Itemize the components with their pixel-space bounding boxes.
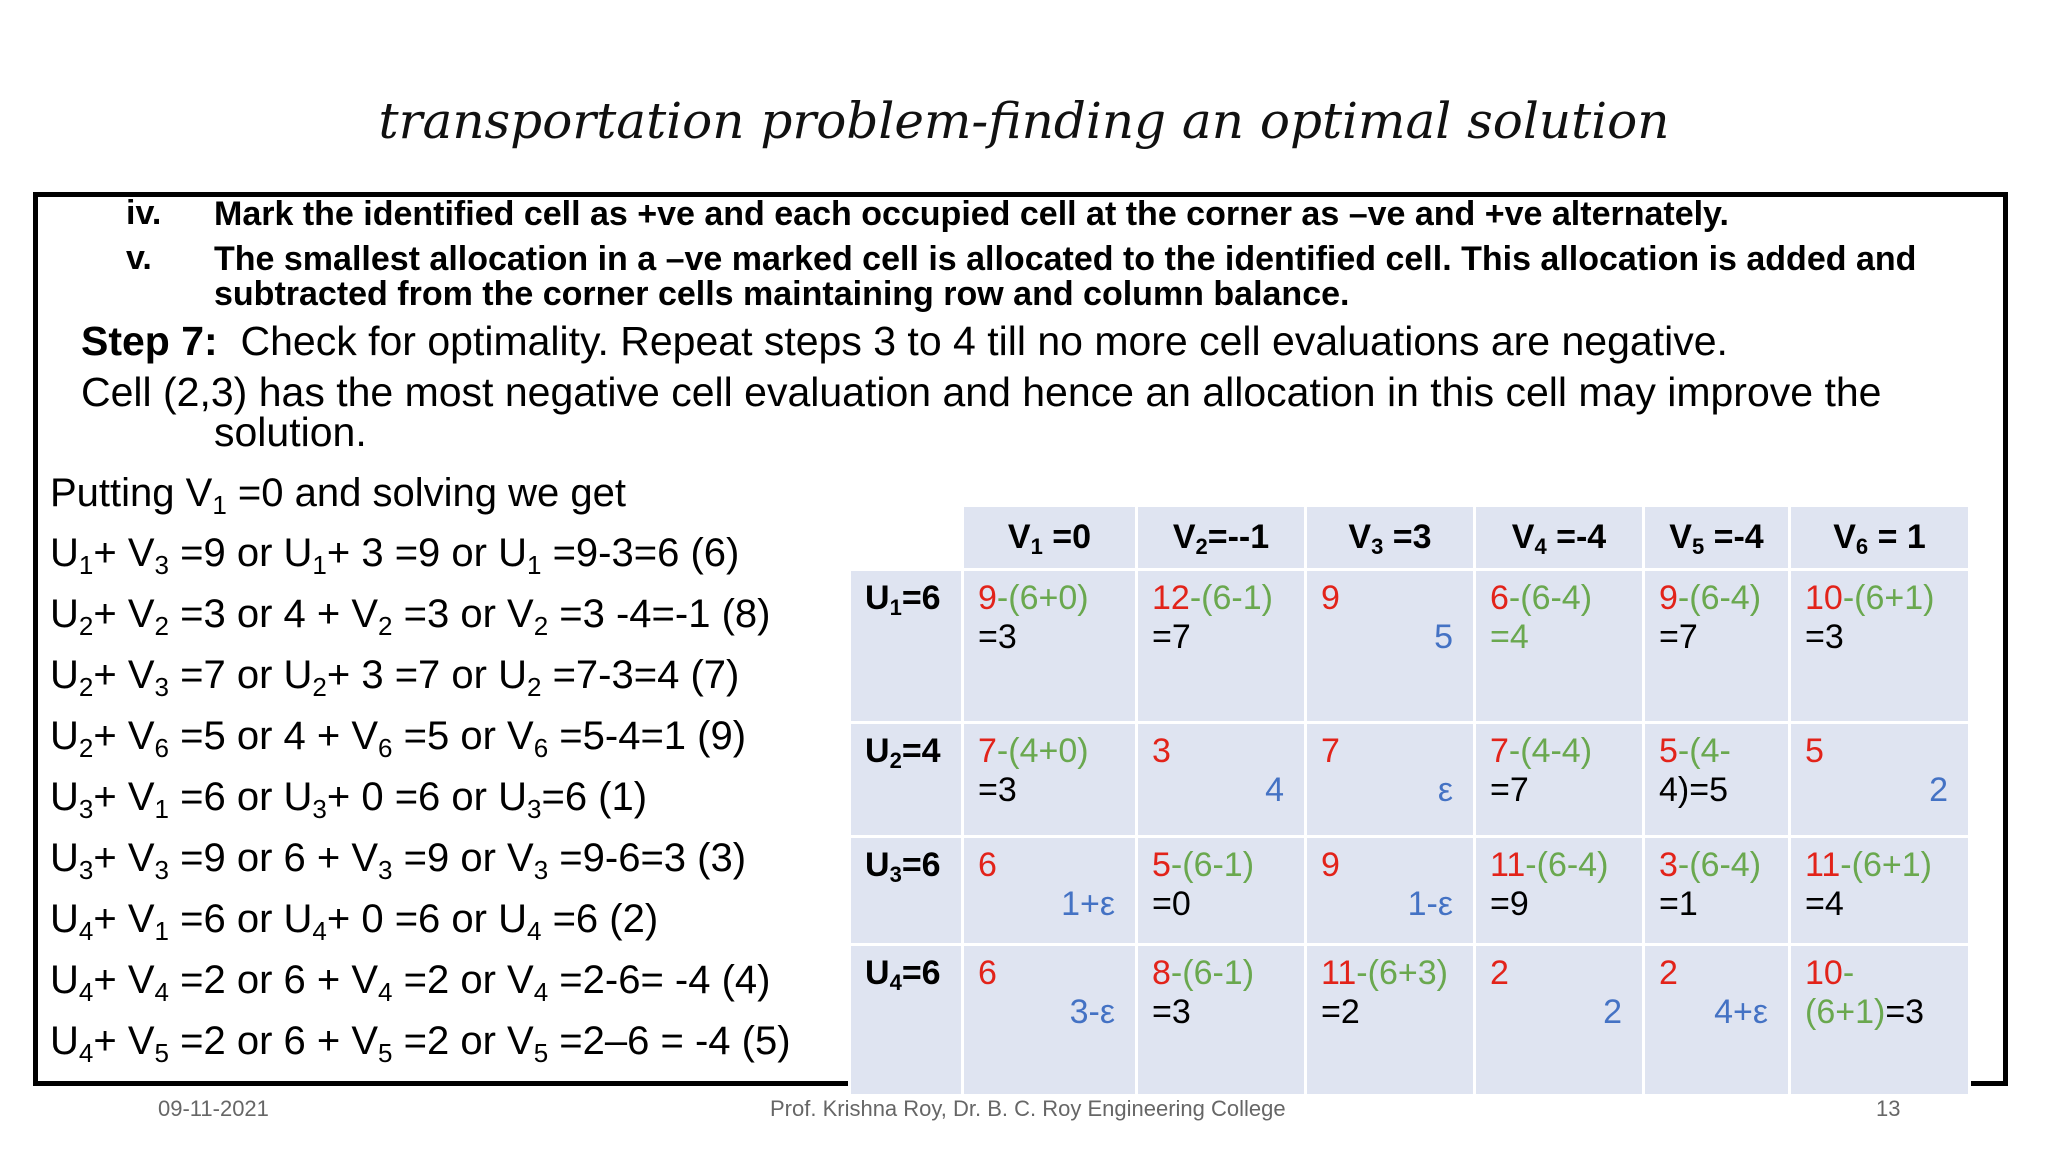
cell-allocation: 3-ε xyxy=(1069,993,1115,1031)
cell-result: =0 xyxy=(1152,885,1191,923)
row-header-u3: $U_3=6$ xyxy=(850,837,963,945)
transportation-table xyxy=(848,504,1971,1097)
cell-result: =7 xyxy=(1490,771,1529,809)
table-row xyxy=(850,570,1970,723)
table-cell xyxy=(963,570,1137,723)
cell-result: =1 xyxy=(1659,885,1698,923)
row-header-u4: $U_4=6$ xyxy=(850,945,963,1096)
cell-cost: 8 xyxy=(1152,954,1171,992)
table-row xyxy=(850,723,1970,837)
table-cell xyxy=(1306,837,1475,945)
putting-line: Putting $V_1 =0$ and solving we get xyxy=(50,471,626,520)
cell-cost: 7 xyxy=(978,732,997,770)
equation-line: $U_3+ V_3 =9$ or $6 + V_3 =9$ or $V_3 =9-6=3$ (3) xyxy=(50,836,747,885)
table-cell xyxy=(1790,723,1970,837)
table-row xyxy=(850,837,1970,945)
cell-calc: - xyxy=(1842,954,1855,992)
footer-author: Prof. Krishna Roy, Dr. B. C. Roy Engineering College xyxy=(770,1096,1286,1121)
cell-cost: 3 xyxy=(1152,732,1171,770)
col-header-v4: $V_4 =-4$ xyxy=(1475,506,1644,570)
cell-allocation: 5 xyxy=(1434,618,1453,656)
cell-calc: -(6+1) xyxy=(1840,846,1932,884)
cell-cost: 7 xyxy=(1321,732,1340,770)
cell-result: =3 xyxy=(978,618,1017,656)
col-header-v1: $V_1 =0$ xyxy=(963,506,1137,570)
equation-line: $U_4+ V_4 =2$ or $6 + V_4 =2$ or $V_4 =2-6= -4$ (4) xyxy=(50,958,771,1007)
equation-line: $U_1+ V_3 =9$ or $U_1+ 3 =9$ or $U_1 =9-3=6$ (6) xyxy=(50,531,740,580)
table-row xyxy=(850,945,1970,1096)
table-cell xyxy=(1790,570,1970,723)
cell-allocation: 1-ε xyxy=(1407,885,1453,923)
row-header-u1: $U_1=6$ xyxy=(850,570,963,723)
table-cell xyxy=(1475,723,1644,837)
table-cell xyxy=(1306,723,1475,837)
cell-calc: -(4-4) xyxy=(1508,732,1593,770)
cell-calc: -(6-4) xyxy=(1677,846,1762,884)
cell-note-line1: Cell (2,3) has the most negative cell evaluation and hence an allocation in this cell may improve the xyxy=(81,369,1882,415)
table-cell xyxy=(1137,723,1306,837)
cell-cost: 7 xyxy=(1490,732,1509,770)
step7-label: Step 7: xyxy=(81,318,218,364)
cell-allocation: 1+ε xyxy=(1061,885,1115,923)
cell-result: =3 xyxy=(1152,993,1191,1031)
cell-result: =2 xyxy=(1321,993,1360,1031)
cell-calc: -(6+1) xyxy=(1842,579,1935,617)
table-header-row xyxy=(850,506,1970,570)
cell-cost: 6 xyxy=(1490,579,1509,617)
cell-cost: 3 xyxy=(1659,846,1678,884)
table-cell xyxy=(963,723,1137,837)
cell-allocation: 4 xyxy=(1265,771,1284,809)
cell-cost: 9 xyxy=(1321,846,1340,884)
bullet-v-text-line1: The smallest allocation in a –ve marked cell is allocated to the identified cell. This allocation is added and xyxy=(214,240,1917,278)
table-corner xyxy=(850,506,963,570)
cell-result: =3 xyxy=(978,771,1017,809)
bullet-iv-number: iv. xyxy=(126,194,162,232)
cell-calc: -(6-1) xyxy=(1170,846,1255,884)
footer-date: 09-11-2021 xyxy=(158,1096,269,1121)
cell-allocation: 4+ε xyxy=(1714,993,1768,1031)
cell-cost: 2 xyxy=(1490,954,1509,992)
cell-calc: -(6-1) xyxy=(1170,954,1255,992)
cell-calc-cont: (6+1) xyxy=(1805,993,1886,1031)
table-cell xyxy=(1644,723,1790,837)
table-cell xyxy=(963,945,1137,1096)
cell-calc: -(4+0) xyxy=(996,732,1089,770)
table-cell xyxy=(1475,945,1644,1096)
cell-calc: -(6+0) xyxy=(996,579,1089,617)
equation-line: $U_2+ V_6 =5$ or $4 + V_6 =5$ or $V_6 =5-4=1$ (9) xyxy=(50,714,747,763)
table-cell xyxy=(1137,837,1306,945)
cell-calc: -(6+3) xyxy=(1356,954,1448,992)
cell-allocation: 2 xyxy=(1603,993,1622,1031)
cell-result: 4)=5 xyxy=(1659,771,1728,809)
cell-cost: 9 xyxy=(978,579,997,617)
bullet-v-text-line2: subtracted from the corner cells maintaining row and column balance. xyxy=(214,275,1350,313)
cell-cost: 6 xyxy=(978,954,997,992)
equation-line: $U_2+ V_3 =7$ or $U_2+ 3 =7$ or $U_2 =7-3=4$ (7) xyxy=(50,653,740,702)
cell-allocation: 2 xyxy=(1929,771,1948,809)
cell-calc: -(6-4) xyxy=(1525,846,1609,884)
table-cell xyxy=(1790,837,1970,945)
cell-result: =3 xyxy=(1805,618,1844,656)
cell-calc: -(6-1) xyxy=(1189,579,1273,617)
cell-cost: 2 xyxy=(1659,954,1678,992)
table-cell xyxy=(1306,945,1475,1096)
table-cell xyxy=(1137,945,1306,1096)
cell-cost: 10 xyxy=(1805,954,1843,992)
cell-cost: 11 xyxy=(1321,954,1357,992)
table-cell xyxy=(963,837,1137,945)
cell-cost: 12 xyxy=(1152,579,1190,617)
step7-text: Check for optimality. Repeat steps 3 to 4 till no more cell evaluations are negative. xyxy=(240,318,1728,364)
equation-line: $U_3+ V_1 =6$ or $U_3+ 0 =6$ or $U_3=6$ (1) xyxy=(50,775,648,824)
col-header-v5: $V_5 =-4$ xyxy=(1644,506,1790,570)
slide-title: transportation problem-finding an optimal solution xyxy=(378,92,1670,150)
cell-cost: 11 xyxy=(1490,846,1526,884)
cell-calc: -(6-4) xyxy=(1508,579,1593,617)
cell-result: =7 xyxy=(1152,618,1191,656)
col-header-v3: $V_3 =3$ xyxy=(1306,506,1475,570)
cell-cost: 11 xyxy=(1805,846,1841,884)
equation-line: $U_4+ V_1 =6$ or $U_4+ 0 =6$ or $U_4 =6$ (2) xyxy=(50,897,659,946)
cell-cost: 5 xyxy=(1805,732,1824,770)
cell-result: =7 xyxy=(1659,618,1698,656)
cell-cost: 5 xyxy=(1152,846,1171,884)
col-header-v2: $V_2=--1$ xyxy=(1137,506,1306,570)
equation-line: $U_4+ V_5 =2$ or $6 + V_5 =2$ or $V_5 =2-6 = -4$ (5) xyxy=(50,1019,791,1068)
cell-calc: -(4- xyxy=(1677,732,1731,770)
cell-cost: 6 xyxy=(978,846,997,884)
cell-calc: -(6-4) xyxy=(1677,579,1762,617)
table-cell xyxy=(1137,570,1306,723)
cell-cost: 9 xyxy=(1659,579,1678,617)
cell-note-line2: solution. xyxy=(214,409,367,455)
bullet-v-number: v. xyxy=(126,239,152,277)
table-cell xyxy=(1306,570,1475,723)
cell-allocation: ε xyxy=(1437,771,1453,809)
table-cell xyxy=(1644,837,1790,945)
cell-result: =4 xyxy=(1805,885,1844,923)
table-cell xyxy=(1475,570,1644,723)
bullet-iv-text: Mark the identified cell as +ve and each occupied cell at the corner as –ve and +ve alternately. xyxy=(214,195,1729,233)
step7-line xyxy=(81,318,1728,364)
table-cell xyxy=(1475,837,1644,945)
table-cell xyxy=(1790,945,1970,1096)
cell-cost: 10 xyxy=(1805,579,1843,617)
footer-page-number: 13 xyxy=(1876,1096,1901,1121)
row-header-u2: $U_2=4$ xyxy=(850,723,963,837)
cell-result: =9 xyxy=(1490,885,1529,923)
col-header-v6: $V_6 = 1$ xyxy=(1790,506,1970,570)
cell-cost: 5 xyxy=(1659,732,1678,770)
cell-result: =4 xyxy=(1490,618,1529,656)
equation-line: $U_2+ V_2 =3$ or $4 + V_2 =3$ or $V_2 =3$ -4=-1 (8) xyxy=(50,592,771,641)
cell-cost: 9 xyxy=(1321,579,1340,617)
table-cell xyxy=(1644,570,1790,723)
cell-result: =3 xyxy=(1885,993,1925,1031)
table-cell xyxy=(1644,945,1790,1096)
